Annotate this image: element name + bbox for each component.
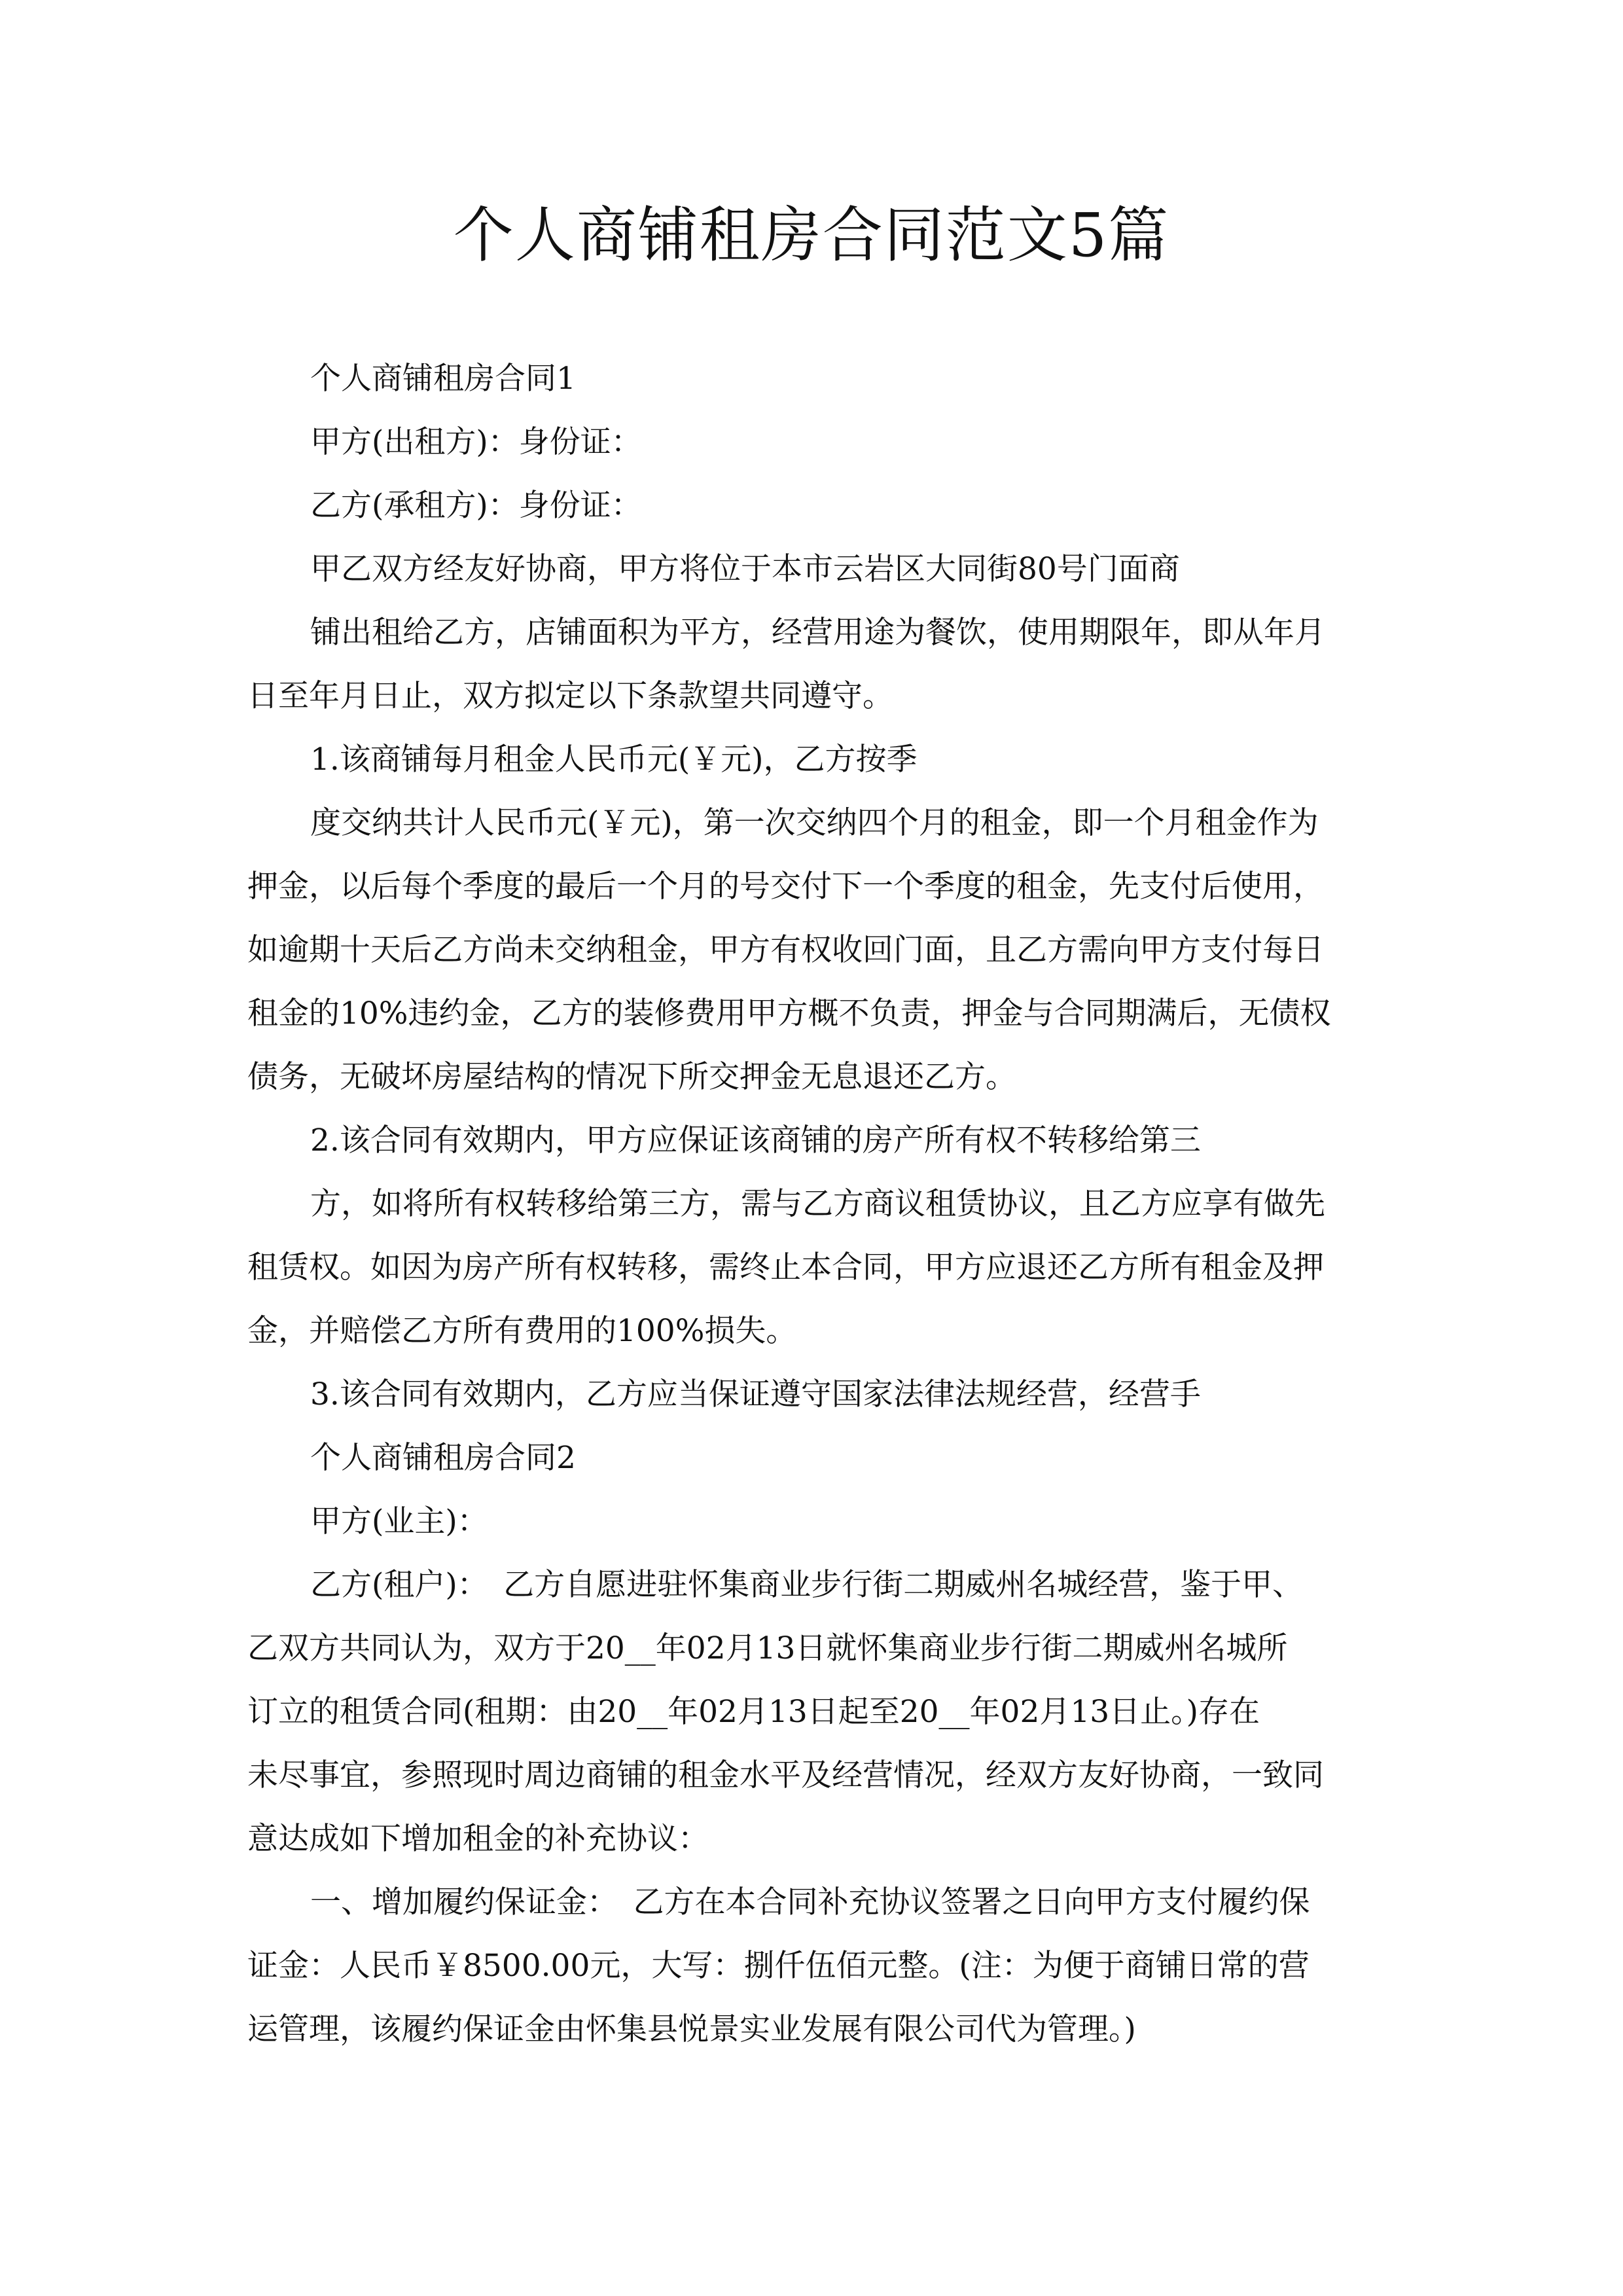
paragraph-line: 债务，无破坏房屋结构的情况下所交押金无息退还乙方。 xyxy=(247,1059,1016,1095)
paragraph-line: 运管理，该履约保证金由怀集县悦景实业发展有限公司代为管理。) xyxy=(247,2011,1136,2047)
paragraph-line: 乙方(承租方)：身份证： xyxy=(310,488,642,524)
document-title: 个人商铺租房合同范文5篇 xyxy=(453,200,1170,270)
paragraph-line: 日至年月日止，双方拟定以下条款望共同遵守。 xyxy=(247,678,893,714)
paragraph-line: 乙方(租户)： 乙方自愿进驻怀集商业步行街二期威州名城经营，鉴于甲、 xyxy=(310,1567,1304,1603)
paragraph-line: 铺出租给乙方，店铺面积为平方，经营用途为餐饮，使用期限年，即从年月 xyxy=(310,615,1325,651)
paragraph-line: 意达成如下增加租金的补充协议： xyxy=(247,1821,709,1857)
contract-heading-1: 个人商铺租房合同1 xyxy=(310,361,576,397)
paragraph-line: 甲方(业主)： xyxy=(310,1503,488,1539)
paragraph-line: 订立的租赁合同(租期：由20__年02月13日起至20__年02月13日止。)存在 xyxy=(247,1694,1260,1730)
section-1-line: 一、增加履约保证金： 乙方在本合同补充协议签署之日向甲方支付履约保 xyxy=(310,1884,1310,1920)
paragraph-line: 租金的10%违约金，乙方的装修费用甲方概不负责，押金与合同期满后，无债权 xyxy=(247,996,1331,1031)
paragraph-line: 度交纳共计人民币元(￥元)，第一次交纳四个月的租金，即一个月租金作为 xyxy=(310,805,1319,841)
paragraph-line: 甲乙双方经友好协商，甲方将位于本市云岩区大同街80号门面商 xyxy=(310,551,1180,587)
paragraph-line: 金，并赔偿乙方所有费用的100%损失。 xyxy=(247,1313,797,1349)
paragraph-line: 如逾期十天后乙方尚未交纳租金，甲方有权收回门面，且乙方需向甲方支付每日 xyxy=(247,932,1324,968)
paragraph-line: 乙双方共同认为，双方于20__年02月13日就怀集商业步行街二期威州名城所 xyxy=(247,1630,1288,1666)
paragraph-line: 方，如将所有权转移给第三方，需与乙方商议租赁协议，且乙方应享有做先 xyxy=(310,1186,1325,1222)
paragraph-line: 押金，以后每个季度的最后一个月的号交付下一个季度的租金，先支付后使用， xyxy=(247,869,1324,905)
paragraph-line: 未尽事宜，参照现时周边商铺的租金水平及经营情况，经双方友好协商，一致同 xyxy=(247,1757,1324,1793)
clause-2-line: 2.该合同有效期内，甲方应保证该商铺的房产所有权不转移给第三 xyxy=(310,1122,1201,1158)
contract-heading-2: 个人商铺租房合同2 xyxy=(310,1440,576,1476)
clause-1-line: 1.该商铺每月租金人民币元(￥元)，乙方按季 xyxy=(310,742,918,778)
clause-3-line: 3.该合同有效期内，乙方应当保证遵守国家法律法规经营，经营手 xyxy=(310,1376,1201,1412)
paragraph-line: 甲方(出租方)：身份证： xyxy=(310,424,642,460)
paragraph-line: 证金：人民币￥8500.00元，大写：捌仟伍佰元整。(注：为便于商铺日常的营 xyxy=(247,1948,1310,1984)
document-body xyxy=(247,347,1380,2061)
paragraph-line: 租赁权。如因为房产所有权转移，需终止本合同，甲方应退还乙方所有租金及押 xyxy=(247,1249,1324,1285)
